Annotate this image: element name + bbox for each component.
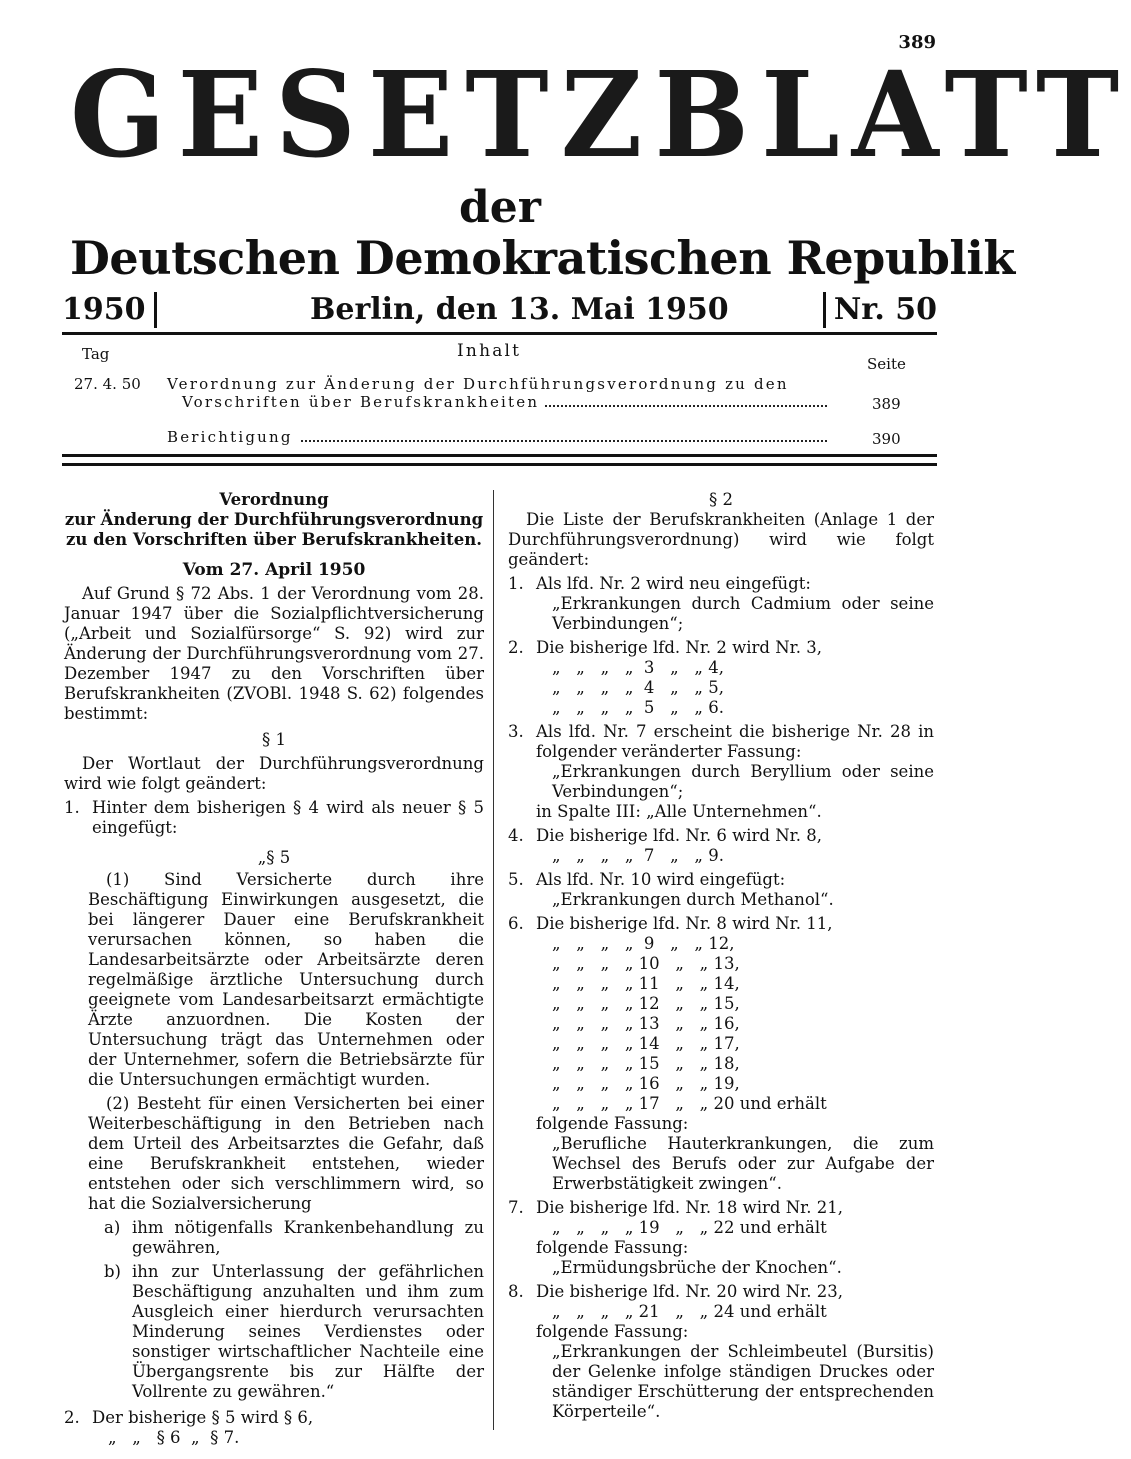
list-item: [508, 826, 934, 846]
toc-leader: [301, 440, 827, 442]
ordinance-date: Vom 27. April 1950: [182, 560, 366, 580]
quote-text: „Berufliche Hauterkrankungen, die zum Wechsel des Berufs oder zur Aufgabe der Erwerbstätigkeit zwingen“.: [552, 1134, 934, 1193]
list-text: Die bisherige lfd. Nr. 20 wird Nr. 23,: [536, 1282, 843, 1301]
list-item: [508, 722, 934, 762]
list-text: ihm nötigenfalls Krankenbehandlung zu gewähren,: [132, 1218, 484, 1257]
section-heading: § 1: [262, 730, 286, 749]
quote-text: „Erkrankungen durch Beryllium oder seine Verbindungen“;: [552, 762, 934, 801]
list-item: [508, 914, 934, 934]
list-text: Hinter dem bisherigen § 4 wird als neuer § 5 eingefügt:: [92, 798, 484, 837]
ordinance-title: zu den Vorschriften über Berufskrankheiten.: [66, 530, 482, 549]
section-heading: „§ 5: [257, 848, 291, 867]
list-number: 2.: [64, 1408, 80, 1427]
ordinance-title: zur Änderung der Durchführungsverordnung: [64, 510, 484, 529]
toc-entry-berichtigung[interactable]: [167, 428, 827, 446]
ordinance-title: Verordnung: [219, 490, 329, 509]
ditto-line: „ „ „ „ 5 „ „ 6.: [552, 698, 724, 717]
toc-entry-page: 389: [872, 395, 901, 413]
quote-text: „Ermüdungsbrüche der Knochen“.: [552, 1258, 842, 1277]
ditto-line: „ „ „ „ 19 „ „ 22 und erhält: [552, 1218, 827, 1237]
right-column: [508, 490, 934, 1422]
list-number: 7.: [508, 1198, 524, 1217]
column-divider: [493, 490, 494, 1430]
quote-text: „Erkrankungen der Schleimbeutel (Bursitis) der Gelenke infolge ständigen Druckes oder ständiger Erschütterung der entsprechenden Körperteile“.: [552, 1342, 934, 1421]
section-text: Die Liste der Berufskrankheiten (Anlage 1 der Durchführungsverordnung) wird wie folgt geändert:: [508, 510, 934, 569]
list-text: Als lfd. Nr. 7 erscheint die bisherige Nr. 28 in folgender veränderter Fassung:: [536, 722, 934, 761]
toc-entry-page: 390: [872, 430, 901, 448]
toc-col-tag: Tag: [82, 345, 110, 363]
section-heading: § 2: [709, 490, 733, 509]
section-text: Der Wortlaut der Durchführungsverordnung wird wie folgt geändert:: [64, 754, 484, 793]
list-text: ihn zur Unterlassung der gefährlichen Beschäftigung anzuhalten und ihm zum Ausgleich einer hierdurch verursachten Minderung seines Verdienstes oder sonstiger wirtschaftlicher Nachteile eine Übergangsrente bis zur Hälfte der Vollrente zu gewähren.“: [132, 1262, 484, 1401]
ditto-line: „ „ „ „ 15 „ „ 18,: [552, 1054, 740, 1073]
ditto-line: „ „ „ „ 13 „ „ 16,: [552, 1014, 740, 1033]
ditto-line: „ „ „ „ 10 „ „ 13,: [552, 954, 740, 973]
ditto-line: „ „ „ „ 16 „ „ 19,: [552, 1074, 740, 1093]
list-text: Der bisherige § 5 wird § 6,: [92, 1408, 314, 1427]
masthead-title: GESETZBLATT: [70, 46, 1131, 185]
quote-text: „Erkrankungen durch Methanol“.: [552, 890, 834, 909]
list-text: Die bisherige lfd. Nr. 6 wird Nr. 8,: [536, 826, 822, 845]
toc-leader: [545, 405, 827, 407]
toc-entry-date: 27. 4. 50: [74, 375, 141, 393]
list-text: Die bisherige lfd. Nr. 8 wird Nr. 11,: [536, 914, 833, 933]
list-text: in Spalte III: „Alle Unternehmen“.: [536, 802, 822, 821]
list-text: folgende Fassung:: [536, 1114, 689, 1133]
ditto-line: „ „ „ „ 21 „ „ 24 und erhält: [552, 1302, 827, 1321]
toc-entry-title: Vorschriften über Berufskrankheiten: [182, 393, 540, 411]
list-text: folgende Fassung:: [536, 1238, 689, 1257]
header-divider: [62, 454, 937, 466]
issue-date: Berlin, den 13. Mai 1950: [310, 292, 729, 327]
toc-entry-title: Berichtigung: [167, 428, 293, 446]
list-number: 6.: [508, 914, 524, 933]
toc-entry-line1: Verordnung zur Änderung der Durchführungsverordnung zu den: [167, 375, 789, 393]
list-item: [508, 574, 934, 594]
ditto-line: „ „ „ „ 3 „ „ 4,: [552, 658, 724, 677]
list-item: [64, 1218, 484, 1258]
list-number: 3.: [508, 722, 524, 741]
toc-title: Inhalt: [457, 341, 522, 361]
paragraph: (2) Besteht für einen Versicherten bei einer Weiterbeschäftigung in den Betrieben nach dem Urteil des Arbeitsarztes die Gefahr, daß eine Berufskrankheit entstehen, wieder entstehen oder sich verschlimmern wird, so hat die Sozialversicherung: [88, 1094, 484, 1213]
list-number: 2.: [508, 638, 524, 657]
list-text: Als lfd. Nr. 10 wird eingefügt:: [536, 870, 786, 889]
list-item: [508, 1282, 934, 1302]
ditto-line: „ „ „ „ 12 „ „ 15,: [552, 994, 740, 1013]
subtitle-republic: Deutschen Demokratischen Republik: [70, 231, 1015, 285]
list-number: 1.: [508, 574, 524, 593]
quote-text: „Erkrankungen durch Cadmium oder seine Verbindungen“;: [552, 594, 934, 633]
ditto-line: „ „ „ „ 9 „ „ 12,: [552, 934, 735, 953]
list-text: Die bisherige lfd. Nr. 2 wird Nr. 3,: [536, 638, 822, 657]
ditto-line: „ „ „ „ 4 „ „ 5,: [552, 678, 724, 697]
list-number: 4.: [508, 826, 524, 845]
ditto-line: „ „ „ „ 11 „ „ 14,: [552, 974, 740, 993]
list-number: a): [104, 1218, 121, 1237]
toc-col-seite: Seite: [867, 355, 906, 373]
ditto-line: „ „ „ „ 7 „ „ 9.: [552, 846, 724, 865]
list-number: 1.: [64, 798, 80, 817]
ditto-line: „ „ § 6 „ § 7.: [108, 1428, 240, 1447]
toc-entry-line2[interactable]: [182, 393, 827, 411]
subtitle-der: der: [459, 182, 541, 233]
list-number: 8.: [508, 1282, 524, 1301]
list-text: folgende Fassung:: [536, 1322, 689, 1341]
list-item: [508, 638, 934, 658]
ditto-line: „ „ „ „ 14 „ „ 17,: [552, 1034, 740, 1053]
issue-info-bar: [62, 292, 937, 335]
list-item: [508, 870, 934, 890]
list-item: [64, 798, 484, 838]
list-item: [508, 1198, 934, 1218]
issue-year: 1950: [62, 292, 157, 328]
ditto-line: „ „ „ „ 17 „ „ 20 und erhält: [552, 1094, 827, 1113]
list-item: [64, 1262, 484, 1402]
paragraph: (1) Sind Versicherte durch ihre Beschäftigung Einwirkungen ausgesetzt, die bei längerer Dauer eine Berufskrankheit verursachen können, so haben die Landesarbeitsärzte oder Arbeitsärzte deren regelmäßige ärztliche Untersuchung durch geeignete vom Landesarbeitsarzt ermächtigte Ärzte anzuordnen. Die Kosten der Untersuchung trägt das Unternehmen oder der Unternehmer, sofern die Betriebsärzte für die Untersuchungen ermächtigt wurden.: [88, 870, 484, 1089]
left-column: [64, 490, 484, 1448]
page-number: 389: [898, 32, 936, 53]
intro-paragraph: Auf Grund § 72 Abs. 1 der Verordnung vom 28. Januar 1947 über die Sozialpflichtversicherung („Arbeit und Sozialfürsorge“ S. 92) wird zur Änderung der Durchführungsverordnung vom 27. Dezember 1947 zu den Vorschriften über Berufskrankheiten (ZVOBl. 1948 S. 62) folgendes bestimmt:: [64, 584, 484, 723]
list-item: [64, 1408, 484, 1428]
issue-number: Nr. 50: [823, 292, 937, 328]
list-text: Als lfd. Nr. 2 wird neu eingefügt:: [536, 574, 811, 593]
list-text: Die bisherige lfd. Nr. 18 wird Nr. 21,: [536, 1198, 843, 1217]
list-number: b): [104, 1262, 121, 1281]
list-number: 5.: [508, 870, 524, 889]
